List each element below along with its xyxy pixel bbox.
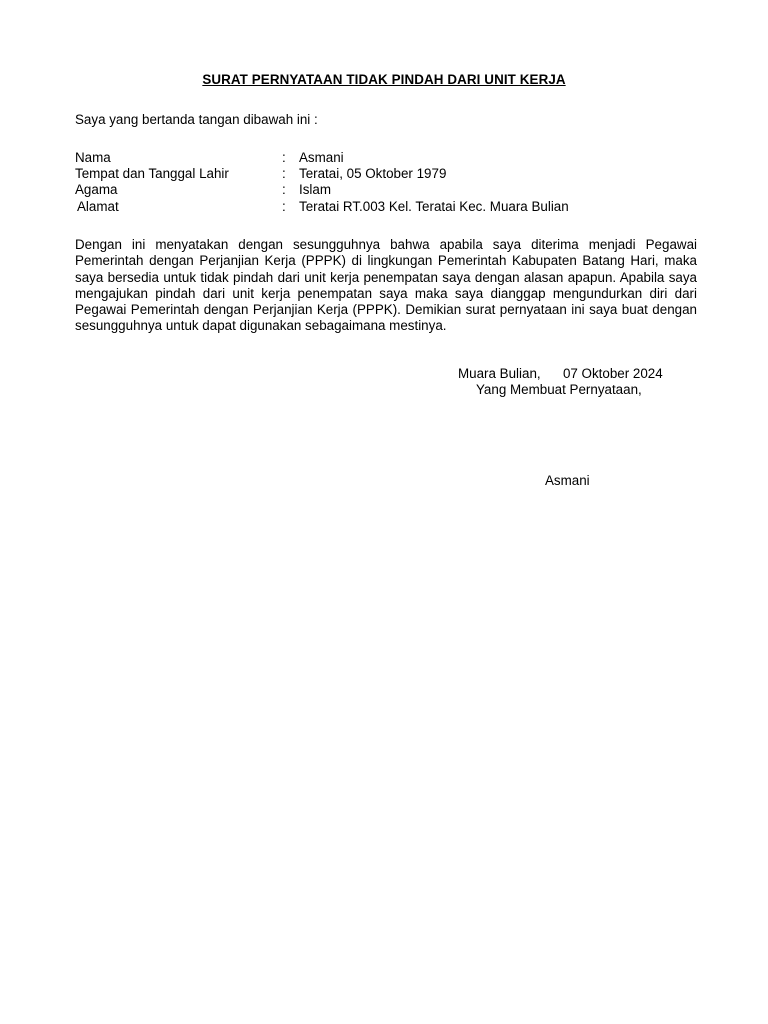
signer-name: Asmani [545,473,590,488]
maker-label: Yang Membuat Pernyataan, [476,382,642,397]
field-colon: : [282,199,286,214]
field-label: Alamat [77,199,119,214]
intro-text: Saya yang bertanda tangan dibawah ini : [75,112,318,127]
field-label: Tempat dan Tanggal Lahir [75,166,229,181]
field-value: Asmani [299,150,344,165]
field-agama [75,182,695,199]
field-value: Teratai RT.003 Kel. Teratai Kec. Muara Bulian [299,199,569,214]
field-tempat-tanggal-lahir [75,166,695,183]
field-label: Agama [75,182,118,197]
field-value: Islam [299,182,331,197]
field-label: Nama [75,150,111,165]
place-date: Muara Bulian, 07 Oktober 2024 [458,366,663,381]
document-title: SURAT PERNYATAAN TIDAK PINDAH DARI UNIT KERJA [202,72,566,87]
field-colon: : [282,166,286,181]
field-alamat [75,199,695,216]
field-value: Teratai, 05 Oktober 1979 [299,166,447,181]
field-colon: : [282,150,286,165]
field-colon: : [282,182,286,197]
statement-paragraph: Dengan ini menyatakan dengan sesungguhnya bahwa apabila saya diterima menjadi Pegawai Pemerintah dengan Perjanjian Kerja (PPPK) di lingkungan Pemerintah Kabupaten Batang Hari, maka saya bersedia untuk tidak pindah dari unit kerja penempatan saya dengan alasan apapun. Apabila saya mengajukan pindah dari unit kerja penempatan saya maka saya dianggap mengundurkan diri dari Pegawai Pemerintah dengan Perjanjian Kerja (PPPK). Demikian surat pernyataan ini saya buat dengan sesungguhnya untuk dapat digunakan sebagaimana mestinya. [75,237,697,334]
field-nama [75,150,695,167]
